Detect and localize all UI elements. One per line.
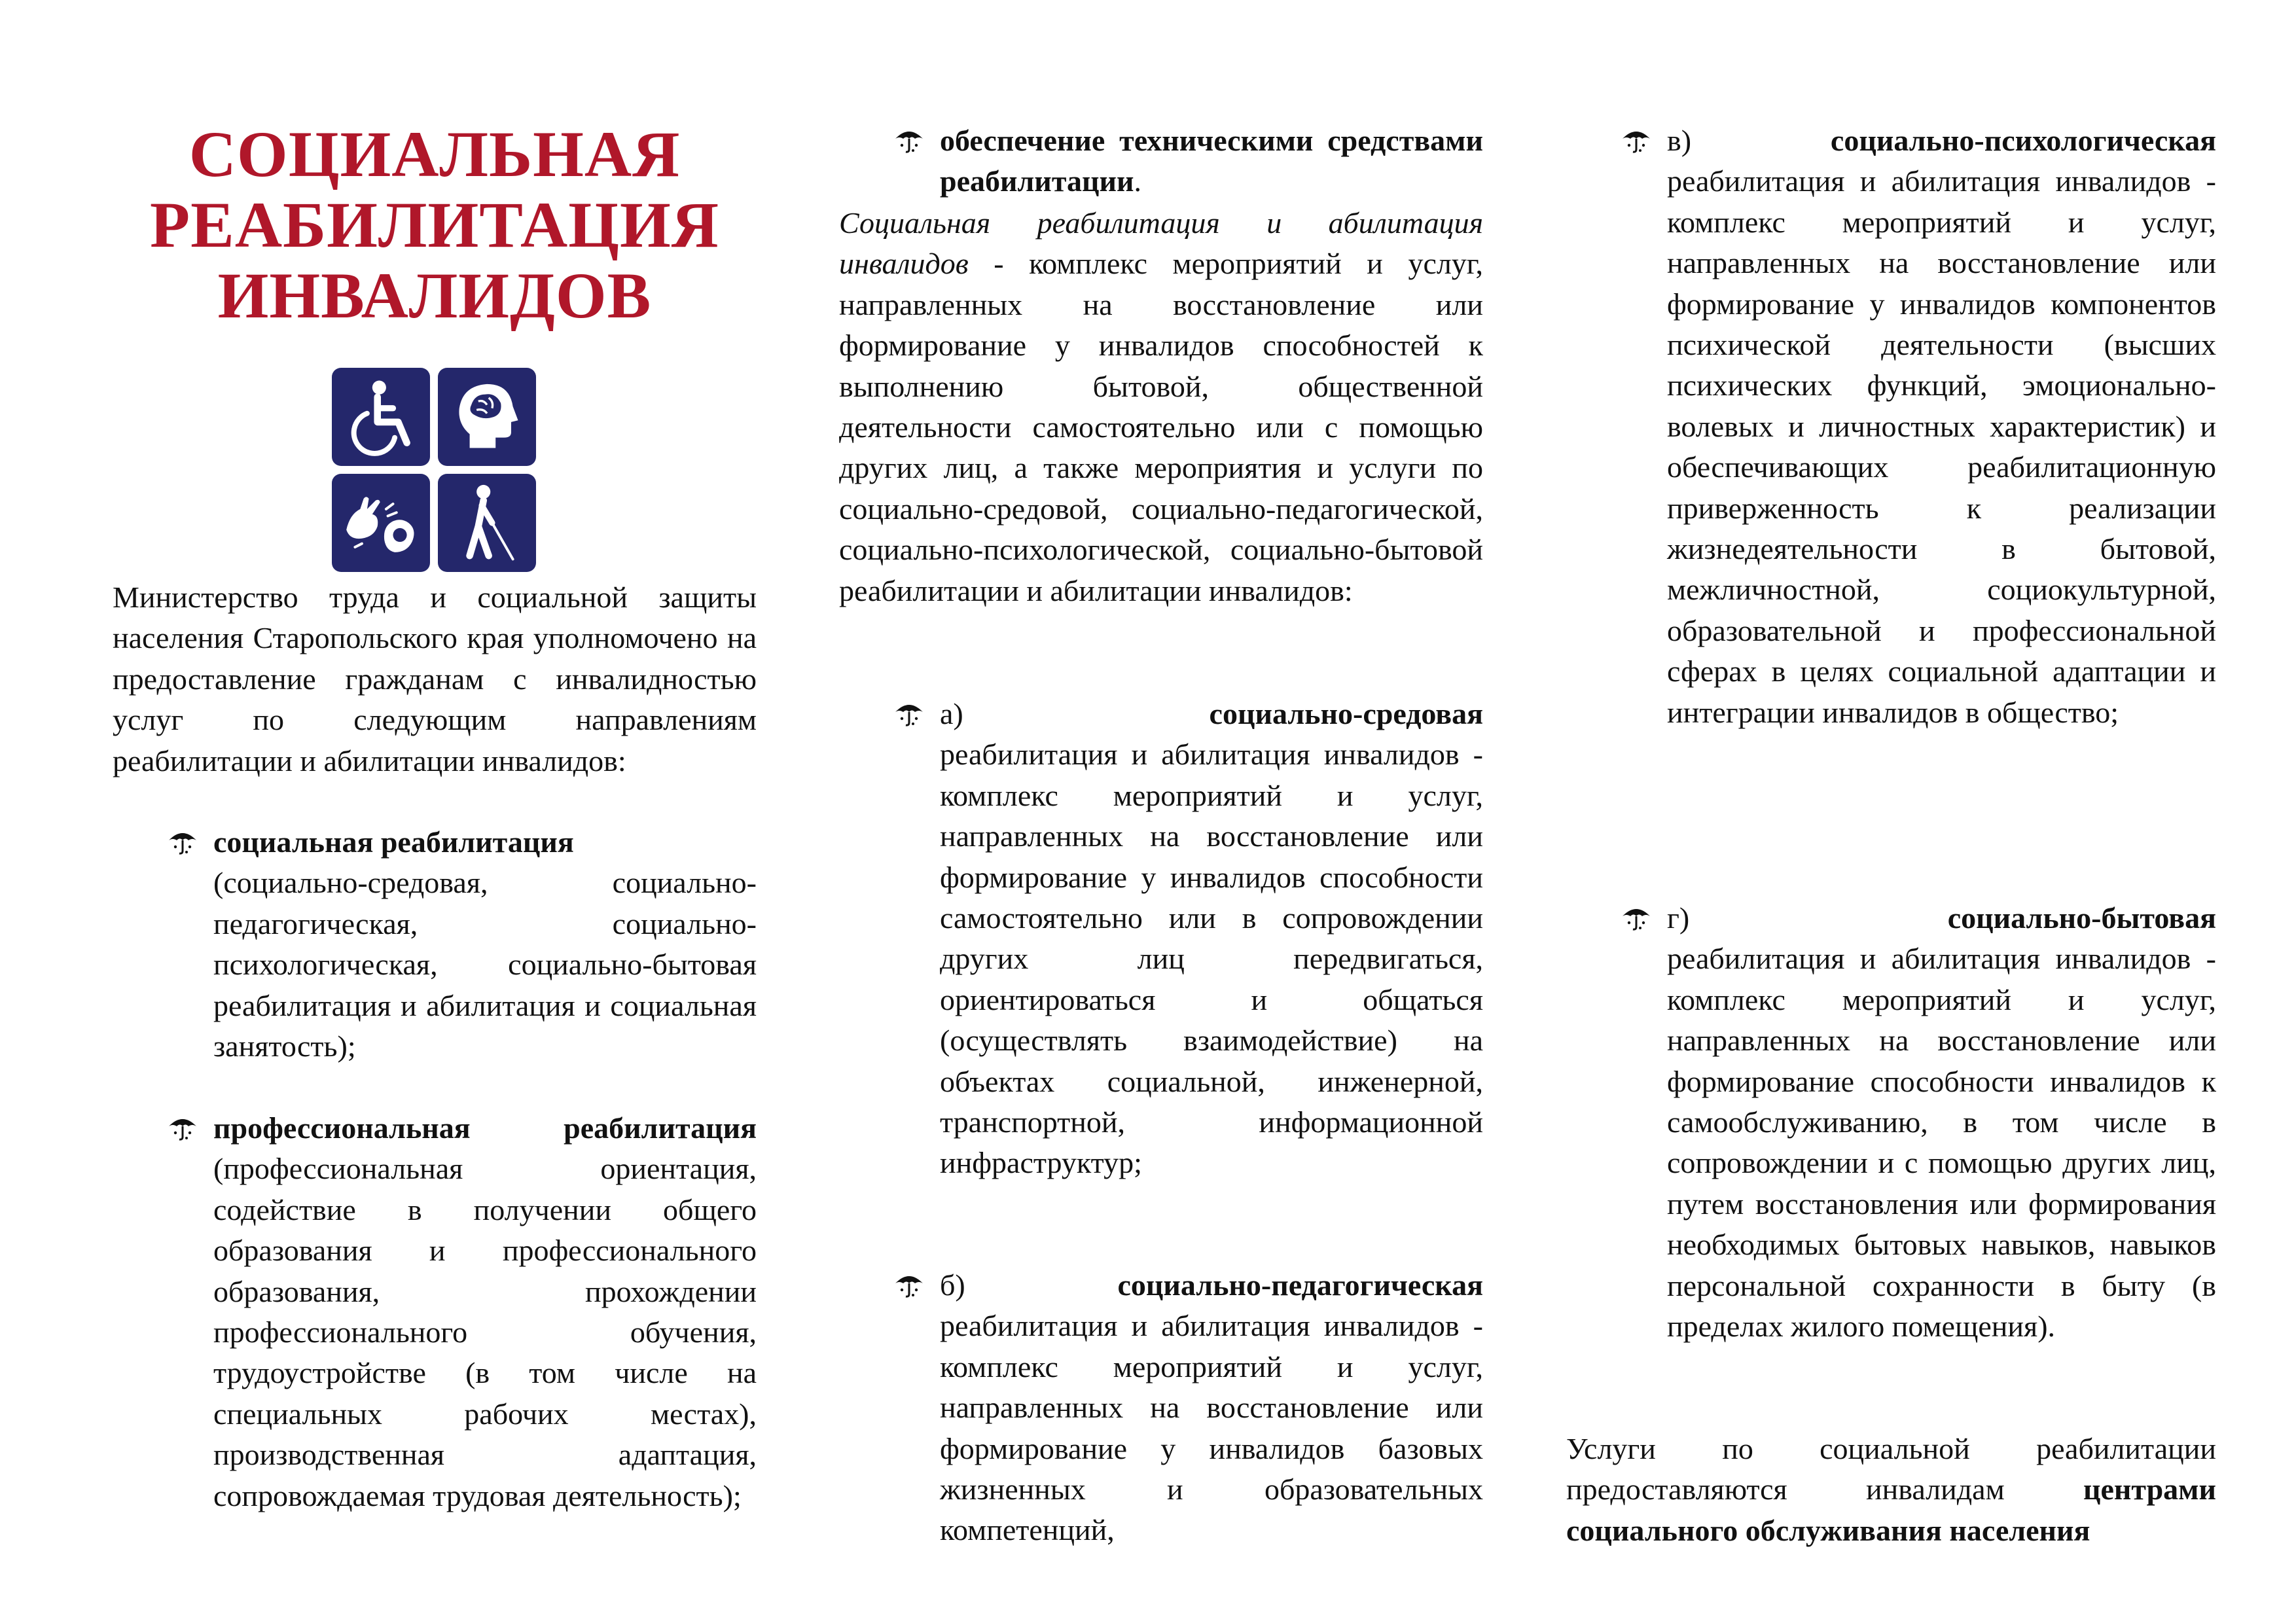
bullet-icon [166,1111,199,1143]
item-heading: социально-психологическая [1830,124,2216,157]
item-heading: профессиональная реабилитация [213,1111,757,1145]
bullet-icon [166,825,199,857]
title-line: СОЦИАЛЬНАЯ [188,118,681,190]
sign-language-hands-icon [332,474,430,572]
list-item [213,1108,757,1516]
item-text: . [1134,164,1141,198]
wheelchair-icon [332,368,430,466]
list-item [940,120,1483,202]
item-letter: г) [1667,901,1690,935]
list-item [213,822,757,1067]
disability-icons [332,368,536,572]
list-item [940,1265,1483,1551]
services-paragraph [1566,1429,2216,1551]
item-heading: социальная реабилитация [213,825,574,859]
services-text: Услуги по социальной реабилитации предоставляются инвалидам [1566,1432,2216,1507]
bullet-icon [1620,901,1653,933]
title-line: РЕАБИЛИТАЦИЯ [150,188,719,261]
list-item [1667,120,2216,733]
item-heading: социально-педагогическая [1117,1268,1483,1302]
list-item [940,694,1483,1184]
item-letter: в) [1667,124,1692,157]
bullet-icon [893,696,925,729]
item-letter: б) [940,1268,965,1302]
intro-paragraph: Министерство труда и социальной защиты населения Старопольского края уполномочено на предоставление гражданам с инвалидностью услуг по следующим направлениям реабилитации и абилитации инвалидов: [113,580,757,777]
item-text: реабилитация и абилитация инвалидов - комплекс мероприятий и услуг, направленных на восстановление или формирование у инвалидов способности самостоятельно или в сопровождении других лиц передвигаться, ориентироваться и общаться (осуществлять взаимодействие) на объектах социальной, инженерной, транспортной, информационной инфраструктур; [940,738,1483,1180]
item-letter: а) [940,697,963,730]
title-line: ИНВАЛИДОВ [217,259,652,332]
item-text: (социально-средовая, социально-педагогическая, социально-психологическая, социально-бытовая реабилитация и абилитация и социальная занятость); [213,866,757,1063]
head-brain-icon [438,368,536,466]
leaflet-title [113,119,757,331]
bullet-icon [893,123,925,156]
bullet-icon [1620,123,1653,156]
services-provider: центрами социального обслуживания населения [1566,1472,2216,1547]
list-item [1667,898,2216,1347]
bullet-icon [893,1268,925,1300]
item-text: (профессиональная ориентация, содействие в получении общего образования и профессионального образования, прохождении профессионального обучения, трудоустройстве (в том числе на специальных рабочих местах), производственная адаптация, сопровождаемая трудовая деятельность); [213,1152,757,1512]
blind-person-cane-icon [438,474,536,572]
item-heading: социально-бытовая [1947,901,2216,935]
item-text: реабилитация и абилитация инвалидов - комплекс мероприятий и услуг, направленных на восстановление или формирование у инвалидов компонентов психической деятельности (высших психических функций, эмоционально-волевых и личностных характеристик) и обеспечивающих реабилитационную приверженность к реализации жизнедеятельности в бытовой, межличностной, социокультурной, образовательной и профессиональной сферах в целях социальной адаптации и интеграции инвалидов в общество; [1667,164,2216,729]
definition-text: - комплекс мероприятий и услуг, направленных на восстановление или формирование у инвалидов способностей к выполнению бытовой, общественной деятельности самостоятельно или с помощью других лиц, а также мероприятия и услуги по социально-средовой, социально-педагогической, социально-психологической, социально-бытовой реабилитации и абилитации инвалидов: [839,247,1483,607]
item-text: реабилитация и абилитация инвалидов - комплекс мероприятий и услуг, направленных на восстановление или формирование у инвалидов базовых жизненных и образовательных компетенций, [940,1309,1483,1547]
item-heading: обеспечение техническими средствами реабилитации [940,124,1483,198]
definition-term: Социальная реабилитация и абилитация инвалидов [839,206,1483,281]
definition-paragraph [839,203,1483,611]
item-heading: социально-средовая [1209,697,1483,730]
item-text: реабилитация и абилитация инвалидов - комплекс мероприятий и услуг, направленных на восстановление или формирование способности инвалидов к самообслуживанию, в том числе в сопровождении и с помощью других лиц, путем восстановления или формирования необходимых бытовых навыков, навыков персональной сохранности в быту (в пределах жилого помещения). [1667,942,2216,1344]
